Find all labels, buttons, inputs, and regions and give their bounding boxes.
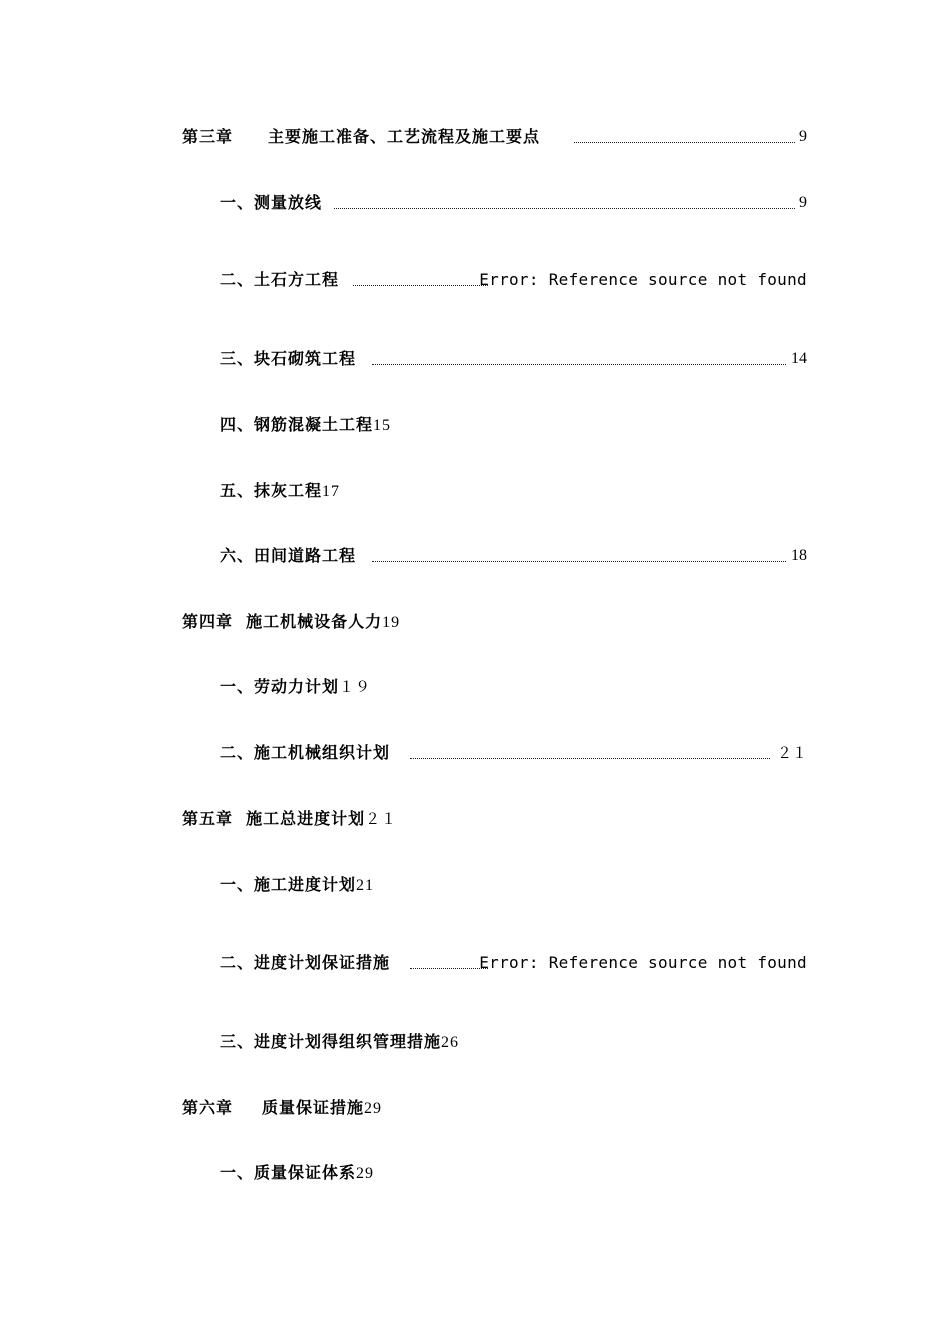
toc-entry-chapter-4[interactable] bbox=[0, 607, 950, 637]
toc-entry-title-with-page bbox=[182, 804, 397, 834]
toc-entry-title: 六、田间道路工程 bbox=[220, 546, 357, 565]
toc-entry-page: 26 bbox=[441, 1034, 460, 1051]
toc-leader-dots bbox=[410, 948, 488, 978]
toc-entry-title-with-page bbox=[220, 1158, 374, 1189]
toc-entry-title-with-page bbox=[220, 870, 374, 901]
toc-entry-title: 一、劳动力计划 bbox=[220, 677, 340, 696]
toc-entry-section[interactable] bbox=[0, 1027, 950, 1057]
toc-entry-page: 29 bbox=[364, 1100, 383, 1117]
toc-entry-page: 18 bbox=[791, 547, 807, 564]
toc-leader-dots bbox=[353, 265, 488, 295]
toc-entry-title: 一、施工进度计划 bbox=[220, 875, 357, 894]
toc-entry-section[interactable] bbox=[0, 344, 950, 374]
toc-entry-section[interactable] bbox=[0, 541, 950, 571]
toc-entry-page: 9 bbox=[799, 194, 807, 211]
toc-entry-page: 17 bbox=[322, 483, 341, 500]
toc-entry-section[interactable] bbox=[0, 948, 950, 978]
toc-entry-title-with-page bbox=[220, 476, 340, 507]
toc-leader-dots bbox=[372, 344, 786, 374]
toc-entry-label: 第三章 bbox=[182, 127, 234, 146]
toc-entry-section[interactable] bbox=[0, 410, 950, 440]
toc-entry-title: 二、土石方工程 bbox=[220, 270, 340, 289]
toc-entry-section[interactable] bbox=[0, 738, 950, 768]
toc-entry-title-with-page bbox=[262, 1093, 382, 1124]
toc-entry-title: 三、块石砌筑工程 bbox=[220, 349, 357, 368]
toc-entry-page: 9 bbox=[799, 128, 807, 145]
toc-entry-section[interactable] bbox=[0, 476, 950, 506]
toc-entry-section[interactable] bbox=[0, 870, 950, 900]
toc-entry-section[interactable] bbox=[0, 265, 950, 295]
toc-entry-section[interactable] bbox=[0, 672, 950, 702]
toc-entry-title: 三、进度计划得组织管理措施 bbox=[220, 1032, 442, 1051]
toc-entry-page-error: Error: Reference source not found bbox=[479, 270, 807, 289]
toc-entry-label: 第六章 bbox=[182, 1098, 234, 1117]
toc-entry-page: ２１ bbox=[365, 810, 398, 828]
toc-leader-dots bbox=[574, 122, 795, 152]
toc-entry-title-with-page bbox=[220, 410, 391, 441]
toc-leader-dots bbox=[334, 188, 795, 218]
toc-entry-title: 四、钢筋混凝土工程 bbox=[220, 415, 374, 434]
toc-entry-title: 一、测量放线 bbox=[220, 193, 323, 212]
toc-entry-title-with-page bbox=[220, 1027, 459, 1058]
toc-entry-title-with-page bbox=[182, 607, 400, 638]
toc-entry-section[interactable] bbox=[0, 188, 950, 218]
toc-entry-chapter-3[interactable] bbox=[0, 122, 950, 152]
toc-entry-page: 19 bbox=[382, 614, 401, 631]
toc-entry-title: 第五章 施工总进度计划 bbox=[182, 809, 366, 828]
toc-entry-page: 14 bbox=[791, 350, 807, 367]
toc-entry-title: 质量保证措施 bbox=[262, 1098, 365, 1117]
toc-entry-page: ２１ bbox=[776, 744, 807, 762]
toc-entry-page: 21 bbox=[356, 877, 375, 894]
toc-entry-page: １９ bbox=[339, 678, 372, 696]
toc-entry-title: 二、进度计划保证措施 bbox=[220, 953, 391, 972]
toc-entry-page-error: Error: Reference source not found bbox=[479, 953, 807, 972]
toc-entry-title: 二、施工机械组织计划 bbox=[220, 743, 391, 762]
toc-entry-page: 15 bbox=[373, 417, 392, 434]
toc-entry-chapter-5[interactable] bbox=[0, 804, 950, 834]
toc-entry-title: 一、质量保证体系 bbox=[220, 1163, 357, 1182]
toc-entry-title: 第四章 施工机械设备人力 bbox=[182, 612, 383, 631]
toc-leader-dots bbox=[410, 738, 770, 768]
toc-leader-dots bbox=[372, 541, 786, 571]
toc-entry-title: 五、抹灰工程 bbox=[220, 481, 323, 500]
toc-entry-title-with-page bbox=[220, 672, 371, 702]
toc-entry-page: 29 bbox=[356, 1165, 375, 1182]
toc-entry-section[interactable] bbox=[0, 1158, 950, 1188]
toc-entry-title: 主要施工准备、工艺流程及施工要点 bbox=[268, 127, 541, 146]
toc-entry-chapter-6[interactable] bbox=[0, 1093, 950, 1123]
